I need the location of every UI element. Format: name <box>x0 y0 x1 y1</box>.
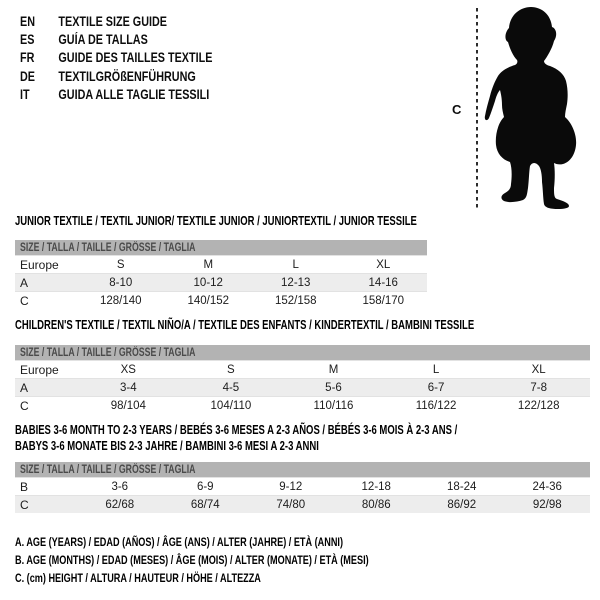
age-cell: 24-36 <box>532 480 562 493</box>
size-header-bar: SIZE / TALLA / TAILLE / GRÖSSE / TAGLIA <box>15 345 590 361</box>
height-cell: 122/128 <box>517 399 560 412</box>
table-row <box>15 478 590 496</box>
row-label: C <box>20 293 29 308</box>
height-cell: 152/158 <box>274 294 317 307</box>
language-row-es <box>20 30 212 48</box>
age-cell: 6-9 <box>196 480 214 493</box>
table-row <box>15 496 590 514</box>
junior-table-title: JUNIOR TEXTILE / TEXTIL JUNIOR/ TEXTILE JUNIOR / JUNIORTEXTIL / JUNIOR TESSILE <box>15 214 417 228</box>
size-cell: L <box>432 363 440 376</box>
legend-line-c: C. (cm) HEIGHT / ALTURA / HAUTEUR / HÖHE / ALTEZZA <box>15 571 261 585</box>
age-cell: 8-10 <box>77 274 165 292</box>
age-cell: 9-12 <box>279 480 303 493</box>
height-cell: 158/170 <box>362 294 405 307</box>
language-row-de <box>20 67 212 85</box>
language-code: EN <box>20 13 36 29</box>
height-measure-dashed-line <box>476 8 478 208</box>
language-code: DE <box>20 68 36 84</box>
baby-silhouette <box>483 5 579 211</box>
language-title: TEXTILE SIZE GUIDE <box>58 13 168 29</box>
height-cell: 116/122 <box>415 399 457 412</box>
language-title: TEXTILGRÖßENFÜHRUNG <box>58 68 196 84</box>
language-code: ES <box>20 32 35 48</box>
size-cell: XL <box>531 363 546 376</box>
children-table-title: CHILDREN'S TEXTILE / TEXTIL NIÑO/A / TEXTILE DES ENFANTS / KINDERTEXTIL / BAMBINI TESSILE <box>15 318 475 332</box>
table-row <box>15 379 590 397</box>
language-code: FR <box>20 50 35 66</box>
size-cell: M <box>328 363 339 376</box>
table-row <box>15 274 427 292</box>
age-cell: 10-12 <box>165 274 253 292</box>
height-measure-label: C <box>452 102 462 117</box>
age-cell: 3-6 <box>111 480 129 493</box>
height-cell: 110/116 <box>313 399 354 412</box>
age-cell: 3-4 <box>77 379 180 397</box>
row-label: A <box>15 274 77 292</box>
row-label: C <box>20 398 29 413</box>
table-row <box>15 361 590 379</box>
height-cell: 98/104 <box>110 399 146 412</box>
row-label: Europe <box>20 257 59 272</box>
height-cell: 86/92 <box>419 496 505 514</box>
language-row-fr <box>20 49 212 67</box>
age-cell: 14-16 <box>340 274 428 292</box>
babies-size-table <box>15 462 590 513</box>
size-cell: S <box>227 363 235 376</box>
legend-line-b: B. AGE (MONTHS) / EDAD (MESES) / ÂGE (MOIS) / ALTER (MONATE) / ETÀ (MESI) <box>15 553 369 567</box>
size-cell: L <box>292 258 299 271</box>
size-cell: XL <box>376 258 391 271</box>
height-cell: 140/152 <box>187 294 230 307</box>
junior-size-table <box>15 240 427 309</box>
row-label: C <box>15 496 77 514</box>
row-label: Europe <box>20 362 59 377</box>
language-code: IT <box>20 87 30 103</box>
age-cell: 6-7 <box>385 379 488 397</box>
height-cell: 62/68 <box>77 496 163 514</box>
babies-table-title: BABIES 3-6 MONTH TO 2-3 YEARS / BEBÉS 3-6 MESES A 2-3 AÑOS / BÉBÉS 3-6 MOIS À 2-3 ANS / BABYS 3-6 MONATE BIS 2-3 JAHRE / BAMBINI 3-6 MESI A 2-3 ANNI <box>15 423 458 453</box>
height-cell: 74/80 <box>248 496 334 514</box>
language-row-en <box>20 12 212 30</box>
table-row <box>15 256 427 274</box>
age-cell: 18-24 <box>447 480 477 493</box>
language-row-it <box>20 86 212 104</box>
height-cell: 104/110 <box>210 399 252 412</box>
language-title: GUIDE DES TAILLES TEXTILE <box>58 50 213 66</box>
size-header-bar: SIZE / TALLA / TAILLE / GRÖSSE / TAGLIA <box>15 462 590 478</box>
height-cell: 128/140 <box>99 294 142 307</box>
row-label: B <box>20 479 29 494</box>
size-header-bar: SIZE / TALLA / TAILLE / GRÖSSE / TAGLIA <box>15 240 427 256</box>
abbreviation-legend <box>15 535 480 589</box>
age-cell: 4-5 <box>180 379 283 397</box>
height-cell: 68/74 <box>163 496 249 514</box>
height-cell: 92/98 <box>505 496 591 514</box>
height-cell: 80/86 <box>334 496 420 514</box>
table-row <box>15 397 590 415</box>
size-cell: S <box>116 258 125 271</box>
language-title-block <box>20 12 261 104</box>
row-label: A <box>15 379 77 397</box>
legend-line-a: A. AGE (YEARS) / EDAD (AÑOS) / ÂGE (ANS) / ALTER (JAHRE) / ETÀ (ANNI) <box>15 535 343 549</box>
age-cell: 12-13 <box>252 274 340 292</box>
language-title: GUIDA ALLE TAGLIE TESSILI <box>58 87 210 103</box>
table-row <box>15 292 427 310</box>
language-title: GUÍA DE TALLAS <box>58 32 148 48</box>
age-cell: 5-6 <box>282 379 385 397</box>
size-cell: M <box>203 258 214 271</box>
size-cell: XS <box>120 363 136 376</box>
age-cell: 7-8 <box>487 379 590 397</box>
children-size-table <box>15 345 590 414</box>
age-cell: 12-18 <box>361 480 391 493</box>
